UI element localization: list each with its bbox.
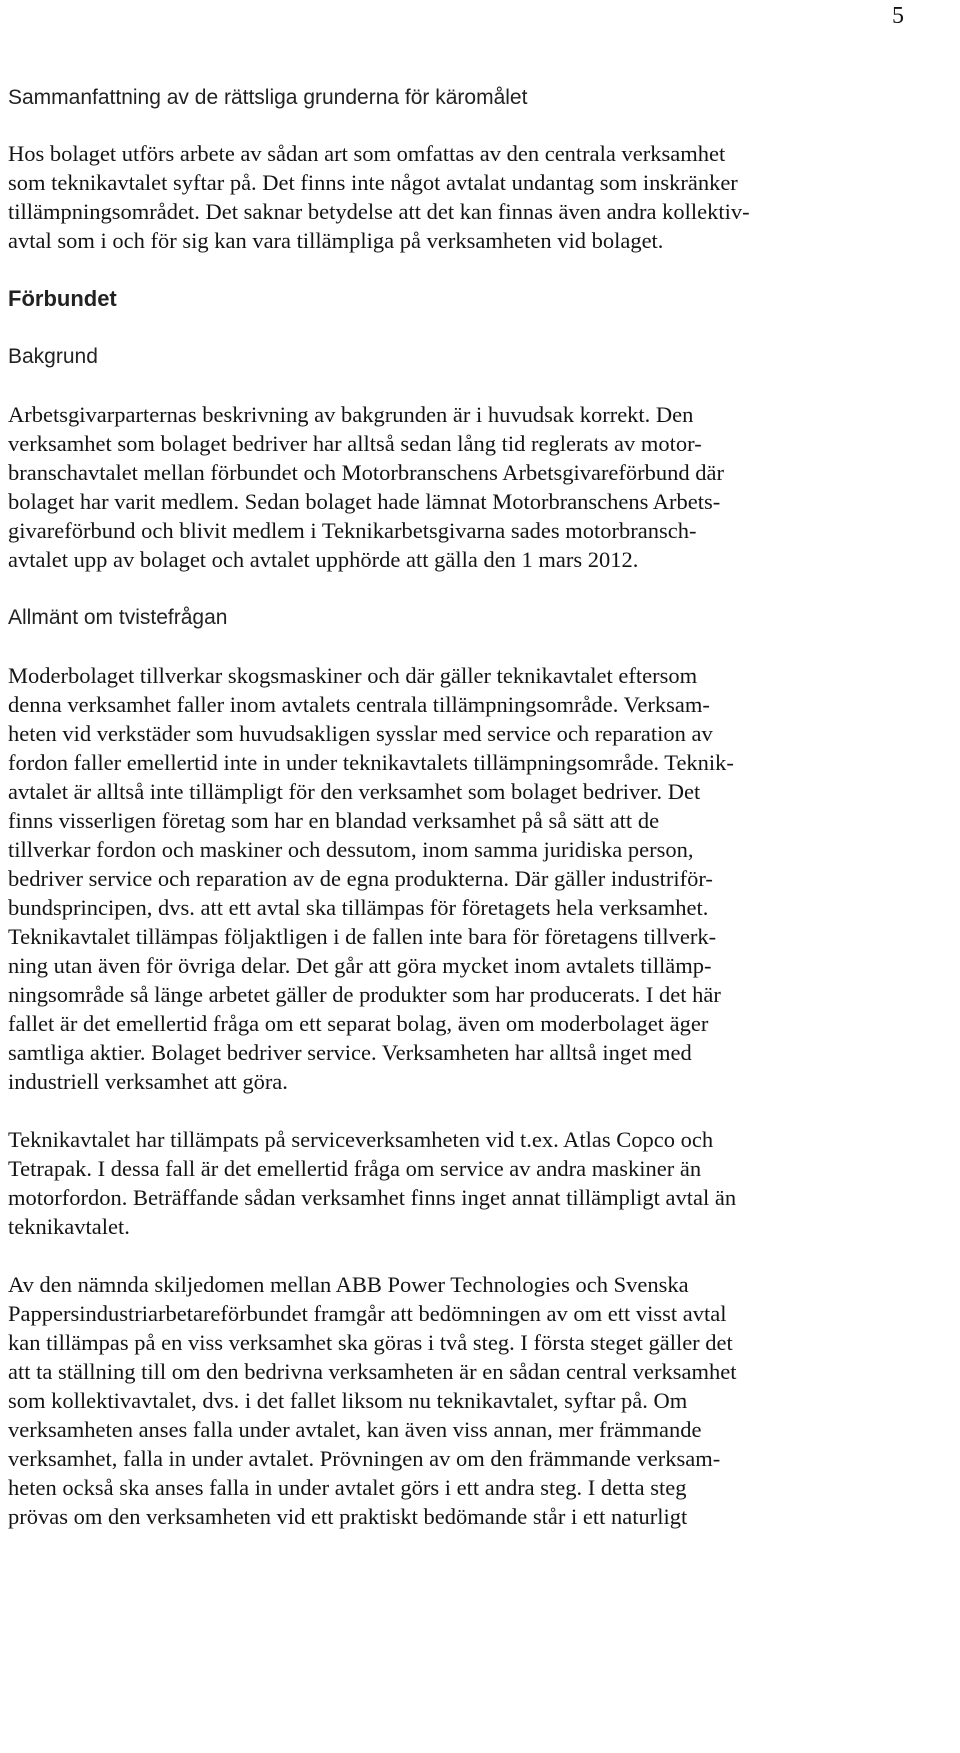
text-line: bolaget har varit medlem. Sedan bolaget hade lämnat Motorbranschens Arbets- (8, 489, 721, 514)
paragraph-grounds (8, 139, 908, 255)
section-heading-bakgrund: Bakgrund (8, 345, 98, 368)
text-line: heten vid verkstäder som huvudsakligen sysslar med service och reparation av (8, 721, 713, 746)
section-heading-allmant: Allmänt om tvistefrågan (8, 606, 228, 629)
text-line: verksamhet, falla in under avtalet. Prövningen av om den främmande verksam- (8, 1446, 721, 1471)
text-line: branschavtalet mellan förbundet och Motorbranschens Arbetsgivareförbund där (8, 460, 725, 485)
text-line: tillämpningsområdet. Det saknar betydelse att det kan finnas även andra kollektiv- (8, 199, 750, 224)
text-line: Tetrapak. I dessa fall är det emellertid fråga om service av andra maskiner än (8, 1156, 702, 1181)
text-line: fordon faller emellertid inte in under teknikavtalets tillämpningsområde. Teknik- (8, 750, 734, 775)
party-heading-forbundet: Förbundet (8, 286, 117, 311)
text-line: att ta ställning till om den bedrivna verksamheten är en sådan central verksamhet (8, 1359, 737, 1384)
text-line: finns visserligen företag som har en blandad verksamhet på så sätt att de (8, 808, 660, 833)
text-line: motorfordon. Beträffande sådan verksamhet finns inget annat tillämpligt avtal än (8, 1185, 737, 1210)
text-line: Hos bolaget utförs arbete av sådan art som omfattas av den centrala verksamhet (8, 141, 726, 166)
text-line: industriell verksamhet att göra. (8, 1069, 288, 1094)
text-line: Arbetsgivarparternas beskrivning av bakgrunden är i huvudsak korrekt. Den (8, 402, 694, 427)
text-line: avtalet upp av bolaget och avtalet upphörde att gälla den 1 mars 2012. (8, 547, 639, 572)
text-line: ning utan även för övriga delar. Det går att göra mycket inom avtalets tillämp- (8, 953, 712, 978)
text-line: denna verksamhet faller inom avtalets centrala tillämpningsområde. Verksam- (8, 692, 710, 717)
text-line: Pappersindustriarbetareförbundet framgår att bedömningen av om ett visst avtal (8, 1301, 727, 1326)
page-number: 5 (892, 3, 904, 29)
text-line: ningsområde så länge arbetet gäller de produkter som har producerats. I det här (8, 982, 721, 1007)
text-line: Av den nämnda skiljedomen mellan ABB Power Technologies och Svenska (8, 1272, 689, 1297)
section-heading-summary: Sammanfattning av de rättsliga grunderna för käromålet (8, 86, 528, 109)
text-line: avtal som i och för sig kan vara tillämpliga på verksamheten vid bolaget. (8, 228, 664, 253)
text-line: bedriver service och reparation av de egna produkterna. Där gäller industriför- (8, 866, 713, 891)
paragraph-dispute-general (8, 661, 908, 1096)
text-line: som kollektivavtalet, dvs. i det fallet liksom nu teknikavtalet, syftar på. Om (8, 1388, 688, 1413)
text-line: kan tillämpas på en viss verksamhet ska göras i två steg. I första steget gäller det (8, 1330, 733, 1355)
text-line: som teknikavtalet syftar på. Det finns inte något avtalat undantag som inskränker (8, 170, 738, 195)
text-line: samtliga aktier. Bolaget bedriver service. Verksamheten har alltså inget med (8, 1040, 692, 1065)
text-line: tillverkar fordon och maskiner och dessutom, inom samma juridiska person, (8, 837, 694, 862)
text-line: avtalet är alltså inte tillämpligt för den verksamhet som bolaget bedriver. Det (8, 779, 701, 804)
text-line: verksamhet som bolaget bedriver har alltså sedan lång tid reglerats av motor- (8, 431, 702, 456)
text-line: prövas om den verksamheten vid ett praktiskt bedömande står i ett naturligt (8, 1504, 688, 1529)
paragraph-background (8, 400, 908, 574)
paragraph-service-examples (8, 1125, 908, 1241)
text-line: Moderbolaget tillverkar skogsmaskiner och där gäller teknikavtalet eftersom (8, 663, 698, 688)
document-body (8, 83, 908, 1531)
text-line: verksamheten anses falla under avtalet, kan även viss annan, mer främmande (8, 1417, 702, 1442)
text-line: Teknikavtalet har tillämpats på serviceverksamheten vid t.ex. Atlas Copco och (8, 1127, 714, 1152)
text-line: givareförbund och blivit medlem i Teknikarbetsgivarna sades motorbransch- (8, 518, 697, 543)
text-line: bundsprincipen, dvs. att ett avtal ska tillämpas för företagets hela verksamhet. (8, 895, 709, 920)
text-line: fallet är det emellertid fråga om ett separat bolag, även om moderbolaget äger (8, 1011, 709, 1036)
text-line: Teknikavtalet tillämpas följaktligen i de fallen inte bara för företagens tillverk- (8, 924, 717, 949)
paragraph-arbitration (8, 1270, 908, 1531)
text-line: heten också ska anses falla in under avtalet görs i ett andra steg. I detta steg (8, 1475, 687, 1500)
text-line: teknikavtalet. (8, 1214, 130, 1239)
